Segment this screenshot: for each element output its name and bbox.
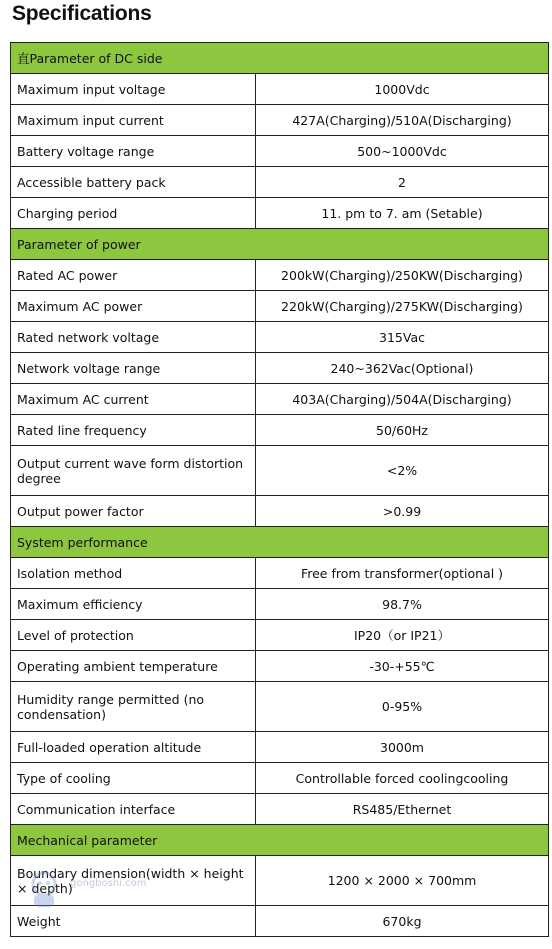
spec-value: 0-95%	[256, 682, 549, 732]
spec-label: Maximum input voltage	[11, 74, 256, 105]
table-row	[11, 167, 549, 198]
section-header-system-performance	[11, 527, 549, 558]
spec-label: Accessible battery pack	[11, 167, 256, 198]
spec-value: 315Vac	[256, 322, 549, 353]
table-row	[11, 732, 549, 763]
spec-value: 500~1000Vdc	[256, 136, 549, 167]
spec-value: <2%	[256, 446, 549, 496]
table-row	[11, 384, 549, 415]
spec-value: Free from transformer(optional )	[256, 558, 549, 589]
spec-label: Humidity range permitted (no condensation)	[11, 682, 256, 732]
spec-label: Charging period	[11, 198, 256, 229]
table-row	[11, 353, 549, 384]
spec-label: Weight	[11, 906, 256, 937]
spec-label: Maximum input current	[11, 105, 256, 136]
section-header-mechanical	[11, 825, 549, 856]
table-row	[11, 589, 549, 620]
table-row	[11, 763, 549, 794]
section-header-dc-side	[11, 43, 549, 74]
table-row	[11, 682, 549, 732]
spec-value: 11. pm to 7. am (Setable)	[256, 198, 549, 229]
spec-label: Battery voltage range	[11, 136, 256, 167]
table-row	[11, 198, 549, 229]
spec-label: Operating ambient temperature	[11, 651, 256, 682]
watermark-text: gongboshi.com	[70, 878, 147, 889]
table-row	[11, 446, 549, 496]
spec-value: 427A(Charging)/510A(Discharging)	[256, 105, 549, 136]
spec-value: -30-+55℃	[256, 651, 549, 682]
spec-label: Rated network voltage	[11, 322, 256, 353]
section-title: 直Parameter of DC side	[11, 43, 549, 74]
table-row	[11, 620, 549, 651]
spec-label: Output power factor	[11, 496, 256, 527]
spec-value: 220kW(Charging)/275KW(Discharging)	[256, 291, 549, 322]
spec-label: Output current wave form distortion degree	[11, 446, 256, 496]
spec-value: >0.99	[256, 496, 549, 527]
spec-value: Controllable forced coolingcooling	[256, 763, 549, 794]
table-row	[11, 496, 549, 527]
spec-value: 1200 × 2000 × 700mm	[256, 856, 549, 906]
spec-value: 98.7%	[256, 589, 549, 620]
section-title: Parameter of power	[11, 229, 549, 260]
section-header-power	[11, 229, 549, 260]
spec-label: Communication interface	[11, 794, 256, 825]
spec-label: Rated line frequency	[11, 415, 256, 446]
spec-label: Boundary dimension(width × height × depth)	[11, 856, 256, 906]
table-row	[11, 136, 549, 167]
table-row	[11, 322, 549, 353]
specifications-table	[10, 42, 549, 937]
spec-label: Maximum AC current	[11, 384, 256, 415]
table-row	[11, 651, 549, 682]
spec-value: 670kg	[256, 906, 549, 937]
spec-label: Network voltage range	[11, 353, 256, 384]
spec-value: 50/60Hz	[256, 415, 549, 446]
table-row	[11, 415, 549, 446]
spec-value: 3000m	[256, 732, 549, 763]
spec-label: Full-loaded operation altitude	[11, 732, 256, 763]
table-row	[11, 74, 549, 105]
table-row	[11, 558, 549, 589]
table-row	[11, 291, 549, 322]
table-row	[11, 105, 549, 136]
table-row	[11, 260, 549, 291]
spec-label: Type of cooling	[11, 763, 256, 794]
spec-label: Rated AC power	[11, 260, 256, 291]
spec-value: 1000Vdc	[256, 74, 549, 105]
page-title: Specifications	[12, 2, 152, 25]
spec-label: Maximum efficiency	[11, 589, 256, 620]
section-title: Mechanical parameter	[11, 825, 549, 856]
section-title: System performance	[11, 527, 549, 558]
spec-value: IP20（or IP21）	[256, 620, 549, 651]
table-row	[11, 906, 549, 937]
spec-label: Isolation method	[11, 558, 256, 589]
spec-value: 403A(Charging)/504A(Discharging)	[256, 384, 549, 415]
spec-label: Maximum AC power	[11, 291, 256, 322]
spec-value: 240~362Vac(Optional)	[256, 353, 549, 384]
spec-value: RS485/Ethernet	[256, 794, 549, 825]
table-row	[11, 794, 549, 825]
table-row	[11, 856, 549, 906]
spec-label: Level of protection	[11, 620, 256, 651]
spec-value: 200kW(Charging)/250KW(Discharging)	[256, 260, 549, 291]
spec-value: 2	[256, 167, 549, 198]
